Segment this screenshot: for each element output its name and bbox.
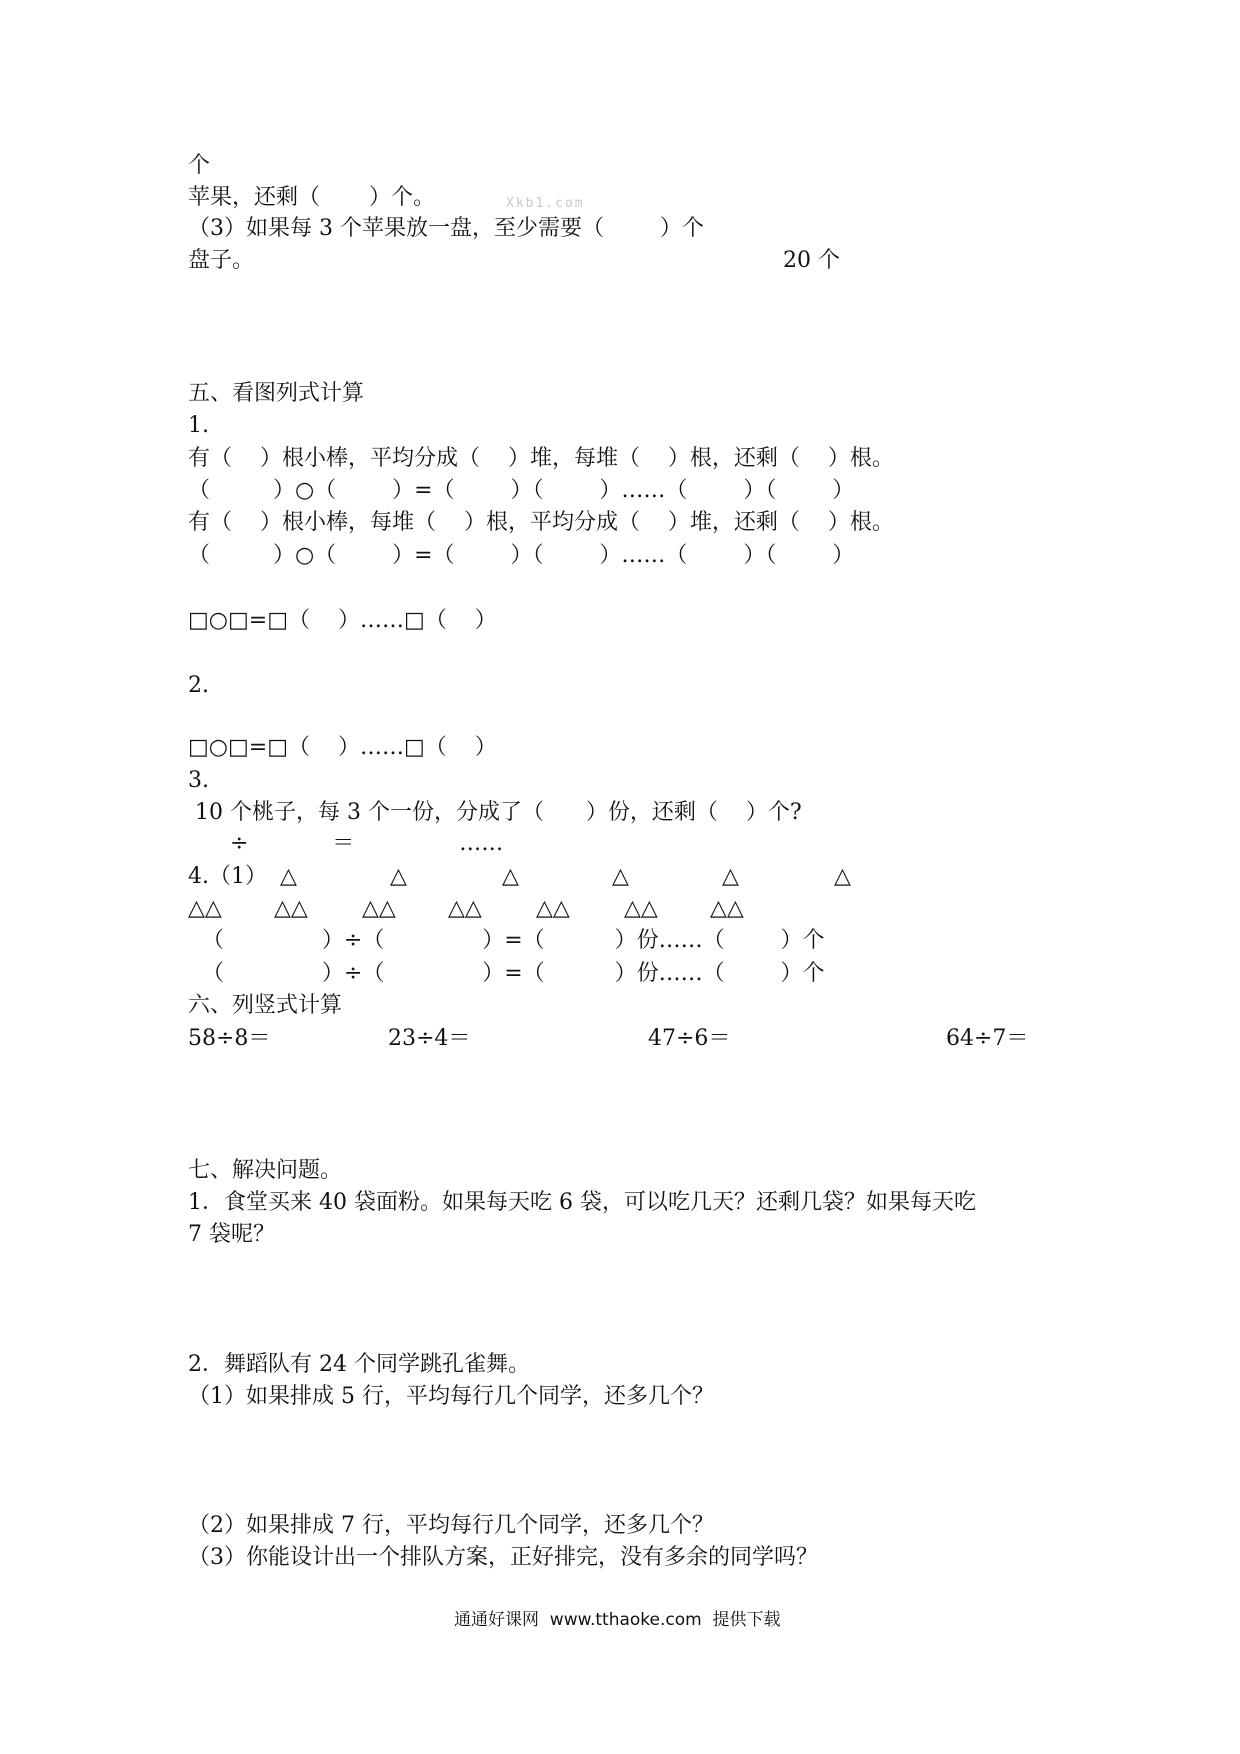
section5-title: 五、看图列式计算 — [188, 381, 365, 406]
section7-title: 七、解决问题。 — [188, 1158, 343, 1183]
q4-equation-2: （ ）÷（ ）=（ ）份……（ ）个 — [188, 961, 825, 986]
triangle: △ — [834, 864, 851, 889]
triangle-pair: △△ — [362, 896, 396, 921]
triangle-pair: △△ — [448, 896, 482, 921]
label-20: 20 个 — [783, 248, 840, 273]
part4-line-4: 盘子。 — [188, 248, 255, 273]
q3-text: 10 个桃子，每 3 个一份，分成了（ ）份，还剩（ ）个? — [188, 800, 802, 825]
q1-box-equation: □○□=□（ ）……□（ ） — [188, 608, 497, 633]
s7-q1-line-1: 1．食堂买来 40 袋面粉。如果每天吃 6 袋，可以吃几天？还剩几袋？如果每天吃 — [188, 1190, 976, 1215]
division-problem: 23÷4＝ — [388, 1026, 471, 1051]
division-problem: 64÷7＝ — [946, 1026, 1029, 1051]
part4-line-2: 苹果，还剩（ ）个。 — [188, 185, 435, 210]
triangle-pair: △△ — [624, 896, 658, 921]
triangle: △ — [502, 864, 519, 889]
q1-number: 1. — [188, 413, 209, 438]
q1-equation-1: （ ）○（ ）=（ ）（ ）……（ ）（ ） — [188, 478, 855, 503]
q1-equation-2: （ ）○（ ）=（ ）（ ）……（ ）（ ） — [188, 543, 855, 568]
section6-title: 六、列竖式计算 — [188, 993, 343, 1018]
q2-number: 2. — [188, 673, 209, 698]
q1-fill-2: 有（ ）根小棒，每堆（ ）根，平均分成（ ）堆，还剩（ ）根。 — [188, 510, 894, 535]
triangle-pair: △△ — [274, 896, 308, 921]
part4-line-1: 个 — [188, 153, 211, 178]
watermark: Xkb1.com — [506, 196, 585, 211]
triangle: △ — [390, 864, 407, 889]
triangle: △ — [612, 864, 629, 889]
part4-question-3: （3）如果每 3 个苹果放一盘，至少需要（ ）个 — [188, 216, 704, 241]
q3-operators: ÷ ＝ …… — [188, 831, 504, 856]
q3-number: 3. — [188, 768, 209, 793]
triangle-pair: △△ — [536, 896, 570, 921]
footer-credit: 通通好课网 www.tthaoke.com 提供下载 — [454, 1610, 781, 1630]
s7-q1-line-2: 7 袋呢？ — [188, 1222, 275, 1247]
q4-prefix: 4.（1） — [188, 864, 267, 889]
q4-equation-1: （ ）÷（ ）=（ ）份……（ ）个 — [188, 928, 825, 953]
triangle: △ — [722, 864, 739, 889]
triangle-pair: △△ — [188, 896, 222, 921]
q2-box-equation: □○□=□（ ）……□（ ） — [188, 735, 497, 760]
s7-q2-part-3: （3）你能设计出一个排队方案，正好排完，没有多余的同学吗？ — [188, 1545, 818, 1570]
division-problem: 47÷6＝ — [648, 1026, 731, 1051]
triangle-pair: △△ — [710, 896, 744, 921]
s7-q2-part-1: （1）如果排成 5 行，平均每行几个同学，还多几个？ — [188, 1384, 714, 1409]
triangle: △ — [280, 864, 297, 889]
q1-fill-1: 有（ ）根小棒，平均分成（ ）堆，每堆（ ）根，还剩（ ）根。 — [188, 446, 894, 471]
division-problem: 58÷8＝ — [188, 1026, 271, 1051]
s7-q2-title: 2．舞蹈队有 24 个同学跳孔雀舞。 — [188, 1352, 530, 1377]
s7-q2-part-2: （2）如果排成 7 行，平均每行几个同学，还多几个？ — [188, 1513, 714, 1538]
